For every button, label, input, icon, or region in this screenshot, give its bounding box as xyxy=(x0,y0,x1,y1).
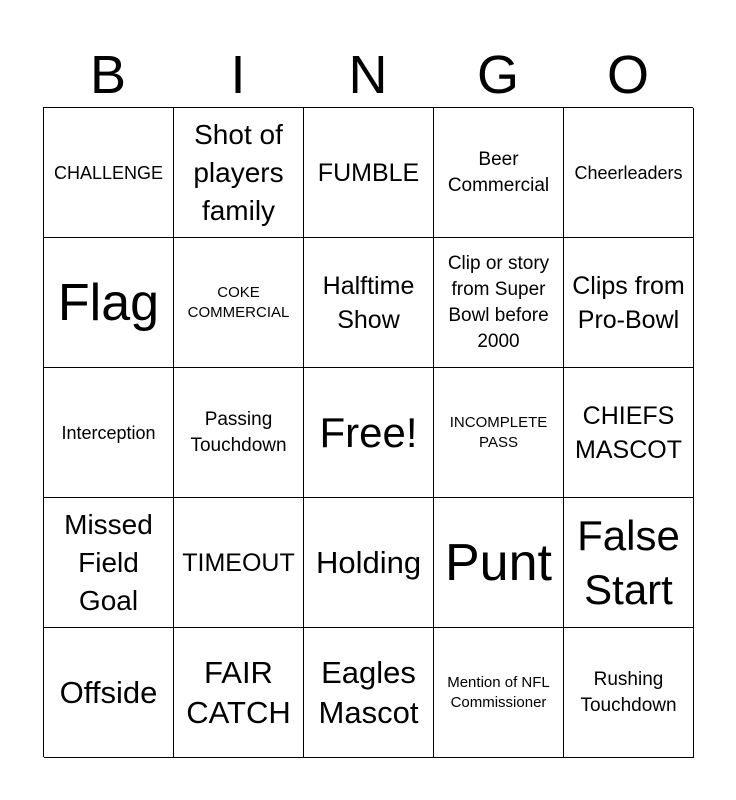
free-space-cell[interactable] xyxy=(304,368,434,498)
cell-label: Holding xyxy=(315,544,422,580)
header-letter-n: N xyxy=(348,45,388,105)
cell-label: Mention of NFL Commissioner xyxy=(447,673,550,711)
bingo-grid xyxy=(43,107,693,757)
cell-label: Missed Field Goal xyxy=(64,508,153,616)
header-letter-o: O xyxy=(606,45,649,105)
bingo-cell[interactable] xyxy=(564,368,694,498)
cell-label: Flag xyxy=(57,273,160,332)
header-letter-i: I xyxy=(230,45,246,105)
cell-label: FAIR CATCH xyxy=(186,654,291,730)
cell-label: Passing Touchdown xyxy=(190,408,287,456)
bingo-cell[interactable] xyxy=(564,628,694,758)
cell-label: Offside xyxy=(59,674,158,710)
cell-label: False Start xyxy=(577,511,680,613)
cell-label: Cheerleaders xyxy=(574,162,683,183)
bingo-cell[interactable] xyxy=(174,108,304,238)
bingo-cell[interactable] xyxy=(174,238,304,368)
bingo-cell[interactable] xyxy=(564,108,694,238)
bingo-cell[interactable] xyxy=(44,108,174,238)
cell-label: Eagles Mascot xyxy=(318,654,419,730)
bingo-cell[interactable] xyxy=(434,238,564,368)
bingo-cell[interactable] xyxy=(304,108,434,238)
cell-label: TIMEOUT xyxy=(182,548,295,577)
header-letter-b: B xyxy=(89,45,127,105)
bingo-cell[interactable] xyxy=(44,368,174,498)
bingo-cell[interactable] xyxy=(44,628,174,758)
bingo-cell[interactable] xyxy=(44,498,174,628)
bingo-cell[interactable] xyxy=(44,238,174,368)
cell-label: CHIEFS MASCOT xyxy=(575,401,682,464)
cell-label: CHALLENGE xyxy=(53,162,164,183)
cell-label: COKE COMMERCIAL xyxy=(187,283,290,321)
bingo-cell[interactable] xyxy=(174,628,304,758)
free-space-label: Free! xyxy=(319,408,418,456)
cell-label: FUMBLE xyxy=(317,158,420,187)
bingo-cell[interactable] xyxy=(434,498,564,628)
cell-label: INCOMPLETE PASS xyxy=(449,413,548,451)
cell-label: Punt xyxy=(445,533,552,592)
bingo-cell[interactable] xyxy=(174,368,304,498)
bingo-cell[interactable] xyxy=(304,238,434,368)
bingo-header xyxy=(43,42,693,108)
header-letter-g: G xyxy=(476,45,519,105)
bingo-cell[interactable] xyxy=(434,368,564,498)
bingo-cell[interactable] xyxy=(564,498,694,628)
cell-label: Clip or story from Super Bowl before 2000 xyxy=(447,252,550,352)
bingo-cell[interactable] xyxy=(564,238,694,368)
bingo-cell[interactable] xyxy=(174,498,304,628)
cell-label: Interception xyxy=(61,422,156,443)
bingo-cell[interactable] xyxy=(434,108,564,238)
cell-label: Clips from Pro-Bowl xyxy=(572,271,685,334)
cell-label: Halftime Show xyxy=(322,271,415,334)
cell-label: Beer Commercial xyxy=(447,148,550,196)
bingo-cell[interactable] xyxy=(304,628,434,758)
bingo-cell[interactable] xyxy=(304,498,434,628)
cell-label: Rushing Touchdown xyxy=(580,668,677,716)
cell-label: Shot of players family xyxy=(193,118,284,226)
bingo-cell[interactable] xyxy=(434,628,564,758)
